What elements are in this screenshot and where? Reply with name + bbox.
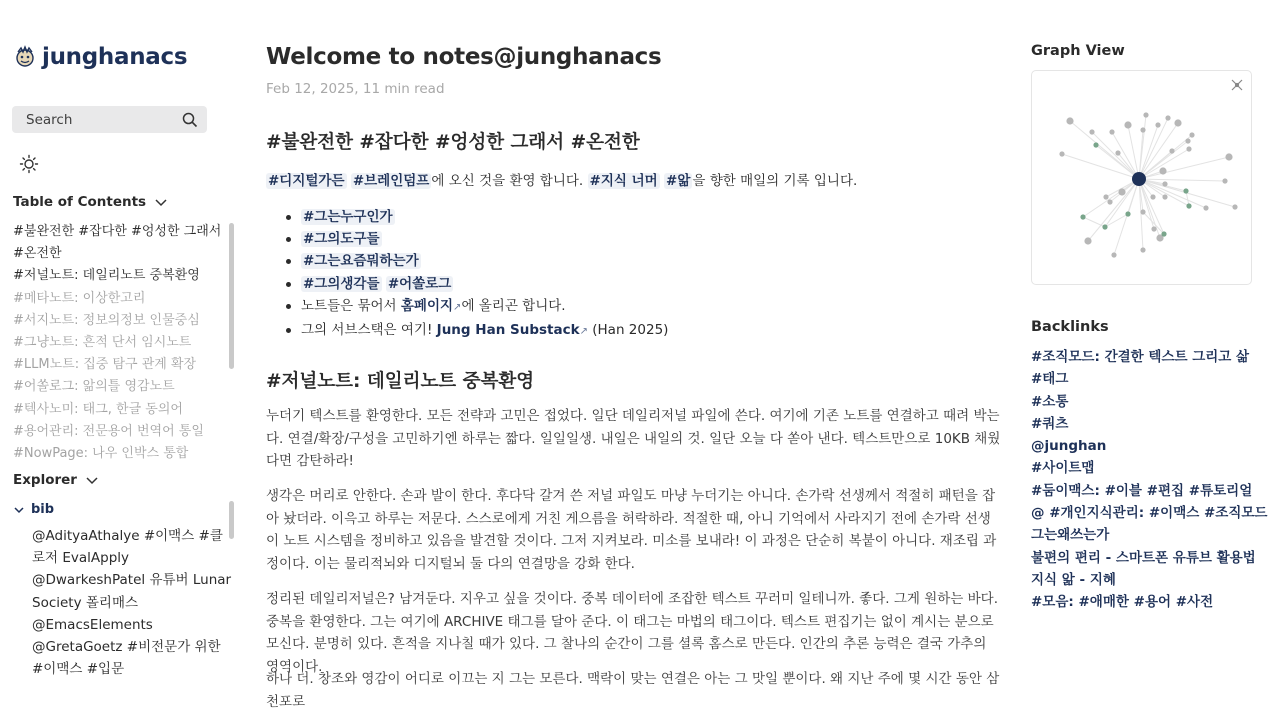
external-link-icon: ↗ (453, 301, 462, 313)
tag-link[interactable]: #그는요즘뭐하는가 (303, 253, 419, 270)
graph-node[interactable] (1222, 178, 1227, 183)
intro-text: 에 오신 것을 환영 합니다. (431, 173, 584, 189)
graph-node[interactable] (1151, 226, 1156, 231)
backlink-item[interactable]: @junghan (1031, 438, 1107, 455)
list-item (284, 273, 668, 295)
graph-node[interactable] (1186, 203, 1191, 208)
graph-node[interactable] (1155, 122, 1160, 127)
body-paragraph: 생각은 머리로 안한다. 손과 발이 한다. 후다닥 갈겨 쓴 저널 파일도 마냥 누더기는 아니다. 손가락 선생께서 적절히 패턴을 잡아 놨더라. 이윽고 하루는 저문다. 스스로에게 거친 게으름을 허락하라. 적절한 때, 아니 기억에서 사라지기 전에 손가락 선생이 노트 시스템을 정비하고 있음을 발견할 것이다. 그저 지켜보라. 미소를 보내라! 이 과정은 단순히 복붙이 아니다. 재조립 과정이다. 이는 물리적뇌와 디지털뇌 둘 다의 연결망을 강화 한다. (266, 488, 997, 572)
graph-node[interactable] (1183, 188, 1188, 193)
sun-icon[interactable] (19, 154, 39, 174)
graph-node[interactable] (1185, 138, 1190, 143)
body-paragraph: 하나 더. 창조와 영감이 어디로 이끄는 지 그는 모른다. 맥락이 맞는 연결은 아는 그 맛일 뿐이다. 왜 지난 주에 몇 시간 동안 삼천포로 (266, 671, 1000, 710)
section-heading[interactable]: #불완전한 #잡다한 #엉성한 그래서 #온전한 (266, 132, 640, 153)
chevron-down-icon (154, 195, 168, 209)
tag-link[interactable]: #그의도구들 (303, 231, 380, 248)
explorer-list (32, 525, 232, 678)
tag-link[interactable]: #그의생각들 (303, 275, 380, 292)
page-title: Welcome to notes@junghanacs (266, 44, 662, 70)
toc-title: Table of Contents (13, 194, 147, 210)
tag-link[interactable]: #지식 너머 (589, 173, 658, 189)
backlink-item[interactable]: #조직모드: 간결한 텍스트 그리고 삶 (1031, 349, 1250, 365)
graph-node[interactable] (1066, 117, 1073, 124)
list-text: 그의 서브스택은 여기! (301, 322, 433, 339)
graph-node[interactable] (1162, 194, 1167, 199)
citation[interactable]: (Han 2025) (592, 322, 669, 339)
graph-node[interactable] (1059, 151, 1064, 156)
graph-node[interactable] (1169, 148, 1174, 153)
toc-item[interactable]: #메타노트: 이상한고리 (13, 290, 146, 306)
list-text: 노트들은 묶어서 (301, 297, 397, 314)
graph-node[interactable] (1159, 167, 1166, 174)
external-link-icon: ↗ (579, 326, 588, 338)
toc-item[interactable]: #불완전한 #잡다한 #엉성한 그래서 #온전한 (13, 224, 222, 262)
explorer-title: Explorer (13, 472, 77, 488)
backlinks-list (1031, 346, 1271, 614)
toc-item[interactable]: #저널노트: 데일리노트 중복환영 (13, 268, 200, 284)
explorer-folder[interactable] (13, 502, 54, 517)
mascot-icon (14, 46, 36, 68)
body-paragraph: 누더기 텍스트를 환영한다. 모든 전략과 고민은 접었다. 일단 데일리저널 파일에 쓴다. 여기에 기존 노트를 연결하고 때려 박는다. 연결/확장/구성을 고민하기엔 하루는 짧다. 일일일생. 내일은 내일의 것. 일단 오늘 다 쏟아 낸다. 텍스트만으로 10KB 채웠다면 감탄하라! (266, 408, 1001, 469)
graph-view[interactable] (1031, 70, 1252, 285)
backlink-item[interactable]: #소통 (1031, 393, 1069, 410)
graph-node[interactable] (1089, 129, 1094, 134)
homepage-link[interactable]: 홈페이지 (400, 297, 454, 314)
toc-item[interactable]: #용어관리: 전문용어 번역어 통일 (13, 423, 204, 439)
explorer-item[interactable]: @EmacsElements (32, 616, 153, 633)
page-meta: Feb 12, 2025, 11 min read (266, 81, 445, 97)
folder-label: bib (31, 502, 55, 517)
graph-node[interactable] (1084, 237, 1091, 244)
tag-link[interactable]: #브레인덤프 (352, 173, 430, 189)
list-item (284, 206, 668, 228)
substack-link[interactable]: Jung Han Substack (436, 322, 580, 339)
chevron-down-icon (13, 504, 25, 516)
graph-current-node[interactable] (1132, 172, 1146, 186)
backlink-item[interactable]: 불편의 편리 - 스마트폰 유튜브 활용법 (1031, 549, 1256, 566)
explorer-item[interactable]: @AdityaAthalye #이맥스 #클로저 EvalApply (32, 528, 223, 567)
search-icon (182, 112, 198, 128)
toc-item[interactable]: #그냥노트: 흔적 단서 임시노트 (13, 335, 192, 351)
graph-node[interactable] (1140, 127, 1145, 132)
left-sidebar (0, 0, 240, 694)
search-placeholder: Search (26, 111, 73, 128)
toc-item[interactable]: #서지노트: 정보의정보 인물중심 (13, 312, 200, 328)
graph-node[interactable] (1102, 224, 1107, 229)
tag-link[interactable]: #디지털가든 (268, 173, 345, 189)
graph-node[interactable] (1080, 214, 1085, 219)
graph-node[interactable] (1161, 231, 1166, 236)
graph-node[interactable] (1186, 146, 1191, 151)
list-item (284, 295, 668, 319)
explorer-scrollbar[interactable] (229, 501, 234, 539)
list-item (284, 228, 668, 250)
graph-node[interactable] (1165, 115, 1170, 120)
explorer-item[interactable]: @DwarkeshPatel 유튜버 Lunar Society 폴리매스 (32, 572, 232, 611)
graph-node[interactable] (1189, 132, 1194, 137)
backlink-item[interactable]: #사이트맵 (1031, 460, 1095, 477)
explorer-item[interactable]: @GretaGoetz #비전문가 위한 #이맥스 #입문 (32, 639, 221, 678)
toc-item[interactable]: #LLM노트: 집중 탐구 관계 확장 (13, 357, 197, 373)
intro-bullets (284, 206, 668, 343)
graph-node[interactable] (1225, 153, 1232, 160)
graph-canvas[interactable] (1032, 71, 1253, 286)
backlink-item[interactable]: #태그 (1031, 371, 1069, 388)
graph-node[interactable] (1107, 199, 1112, 204)
graph-node[interactable] (1115, 150, 1120, 155)
chevron-down-icon (85, 473, 99, 487)
backlink-item[interactable]: #쿼츠 (1031, 415, 1069, 432)
graph-node[interactable] (1118, 188, 1125, 195)
graph-node[interactable] (1103, 194, 1108, 199)
graph-node[interactable] (1143, 112, 1148, 117)
graph-node[interactable] (1174, 119, 1181, 126)
search-bar[interactable] (12, 106, 207, 133)
tag-link[interactable]: #앎 (666, 173, 691, 189)
toc-scrollbar[interactable] (229, 223, 234, 369)
graph-node[interactable] (1111, 252, 1116, 257)
list-text: 에 올리곤 합니다. (461, 297, 566, 314)
graph-title: Graph View (1031, 43, 1125, 59)
brand[interactable] (14, 44, 187, 70)
graph-node[interactable] (1162, 181, 1167, 186)
intro-paragraph (266, 171, 857, 191)
expand-icon[interactable] (1230, 78, 1244, 92)
explorer-toggle[interactable] (13, 472, 99, 488)
toc-item[interactable]: #텍사노미: 태그, 한글 동의어 (13, 401, 183, 417)
toc-item[interactable]: #어쏠로그: 앎의틀 영감노트 (13, 379, 175, 395)
graph-node[interactable] (1140, 209, 1145, 214)
toc-list (13, 221, 225, 462)
toc-item[interactable]: #NowPage: 나우 인박스 통합 (13, 446, 189, 462)
graph-node[interactable] (1150, 194, 1155, 199)
backlink-item[interactable]: 지식 앎 - 지혜 (1031, 571, 1116, 588)
list-item (284, 250, 668, 272)
tag-link[interactable]: #어쏠로그 (387, 275, 452, 292)
graph-node[interactable] (1232, 204, 1237, 209)
list-item (284, 319, 668, 343)
backlink-item[interactable]: #모음: #애매한 #용어 #사전 (1031, 594, 1214, 611)
backlinks-title: Backlinks (1031, 319, 1109, 335)
intro-text: 을 향한 매일의 기록 입니다. (692, 173, 858, 189)
graph-node[interactable] (1125, 211, 1130, 216)
backlink-item[interactable]: @ #개인지식관리: #이맥스 #조직모드 (1031, 505, 1268, 522)
body-paragraph: 정리된 데일리저널은? 남겨둔다. 지우고 싶을 것이다. 중복 데이터에 조잡한 텍스트 꾸러미 일테니까. 좋다. 그게 원하는 바다. 중복을 환영한다. 그는 여기에 ARCHIVE 태그를 달아 준다. 이 태그는 마법의 태그이다. 텍스트 편집기는 없이 계시는 분으로 모신다. 분명히 있다. 흔적을 지나칠 때가 있다. 그 찰나의 순간이 그를 셜록 홈스로 만든다. 인간의 추론 능력은 결국 가추의 영역이다. (266, 591, 998, 675)
graph-node[interactable] (1093, 142, 1098, 147)
backlink-item[interactable]: 그는왜쓰는가 (1031, 527, 1110, 544)
backlink-item[interactable]: #둠이맥스: #이블 #편집 #튜토리얼 (1031, 482, 1253, 499)
graph-node[interactable] (1140, 247, 1145, 252)
tag-link[interactable]: #그는누구인가 (303, 209, 393, 225)
section-heading[interactable]: #저널노트: 데일리노트 중복환영 (266, 371, 535, 392)
graph-node[interactable] (1203, 205, 1208, 210)
toc-toggle[interactable] (13, 194, 168, 210)
graph-node[interactable] (1124, 121, 1131, 128)
site-title[interactable]: junghanacs (42, 44, 188, 70)
graph-node[interactable] (1109, 129, 1114, 134)
